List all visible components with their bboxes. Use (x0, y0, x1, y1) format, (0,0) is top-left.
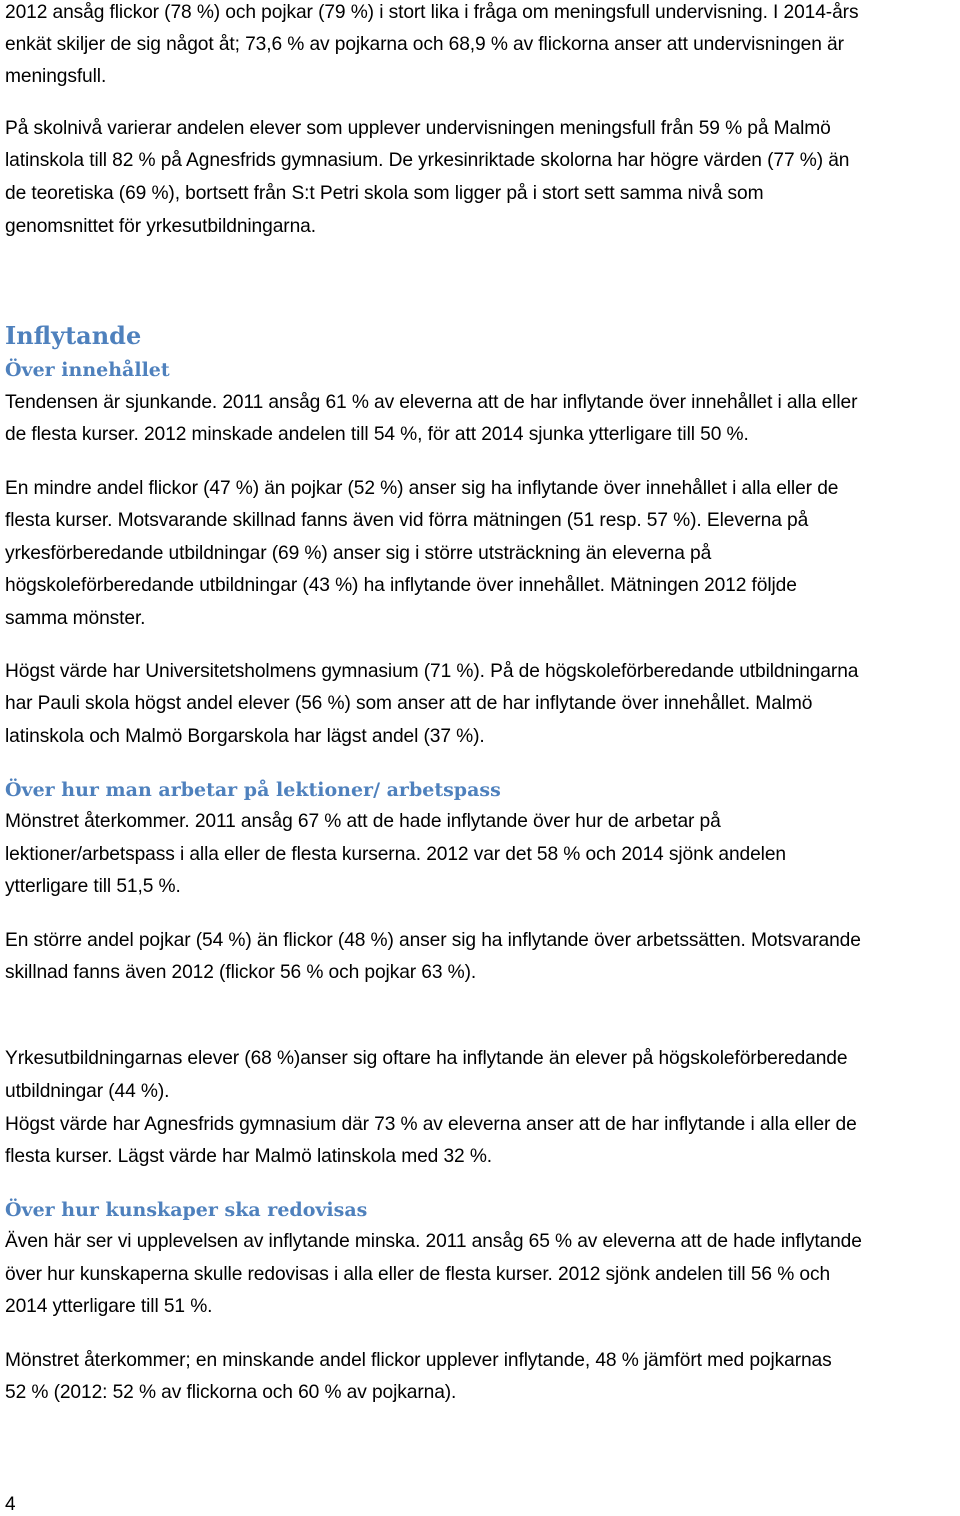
text-line: Även här ser vi upplevelsen av inflytande minska. 2011 ansåg 65 % av eleverna att de hade inflytande (5, 1231, 862, 1252)
text-line: flesta kurser. Motsvarande skillnad fanns även vid förra mätningen (51 resp. 57 %). Eleverna på (5, 510, 809, 531)
text-line: 2014 ytterligare till 51 %. (5, 1296, 213, 1317)
text-line: högskoleförberedande utbildningar (43 %) ha inflytande över innehållet. Mätningen 2012 följde (5, 575, 797, 596)
text-line: Mönstret återkommer. 2011 ansåg 67 % att de hade inflytande över hur de arbetar på (5, 811, 721, 832)
text-line: En mindre andel flickor (47 %) än pojkar (52 %) anser sig ha inflytande över innehållet i alla eller de (5, 478, 839, 499)
text-line: lektioner/arbetspass i alla eller de flesta kurserna. 2012 var det 58 % och 2014 sjönk andelen (5, 844, 786, 865)
text-line: ytterligare till 51,5 %. (5, 876, 181, 897)
text-line: utbildningar (44 %). (5, 1081, 170, 1102)
text-line: Yrkesutbildningarnas elever (68 %)anser sig oftare ha inflytande än elever på högskoleförberedande (5, 1048, 848, 1069)
text-line: Tendensen är sjunkande. 2011 ansåg 61 % av eleverna att de har inflytande över innehållet i alla eller (5, 392, 858, 413)
subheading-content: Över innehållet (5, 359, 170, 381)
text-line: meningsfull. (5, 66, 107, 87)
text-line: 2012 ansåg flickor (78 %) och pojkar (79 %) i stort lika i fråga om meningsfull undervisning. I 2014-års (5, 2, 859, 23)
text-line: En större andel pojkar (54 %) än flickor (48 %) anser sig ha inflytande över arbetssätten. Motsvarande (5, 930, 861, 951)
text-line: yrkesförberedande utbildningar (69 %) anser sig i större utsträckning än eleverna på (5, 543, 712, 564)
text-line: de flesta kurser. 2012 minskade andelen till 54 %, för att 2014 sjunka ytterligare till 50 %. (5, 424, 749, 445)
text-line: över hur kunskaperna skulle redovisas i alla eller de flesta kurser. 2012 sjönk andelen till 56 % och (5, 1264, 831, 1285)
page-number: 4 (5, 1494, 16, 1515)
text-line: samma mönster. (5, 608, 146, 629)
text-line: Högst värde har Agnesfrids gymnasium där 73 % av eleverna anser att de har inflytande i alla eller de (5, 1114, 857, 1135)
text-line: genomsnittet för yrkesutbildningarna. (5, 216, 316, 237)
text-line: På skolnivå varierar andelen elever som upplever undervisningen meningsfull från 59 % på Malmö (5, 118, 831, 139)
text-line: Högst värde har Universitetsholmens gymnasium (71 %). På de högskoleförberedande utbildningarna (5, 661, 859, 682)
text-line: flesta kurser. Lägst värde har Malmö latinskola med 32 %. (5, 1146, 493, 1167)
text-line: latinskola till 82 % på Agnesfrids gymnasium. De yrkesinriktade skolorna har högre värden (77 %) än (5, 150, 850, 171)
text-line: har Pauli skola högst andel elever (56 %) som anser att de har inflytande över innehållet. Malmö (5, 693, 813, 714)
text-line: Mönstret återkommer; en minskande andel flickor upplever inflytande, 48 % jämfört med pojkarnas (5, 1350, 832, 1371)
text-line: 52 % (2012: 52 % av flickorna och 60 % av pojkarna). (5, 1382, 457, 1403)
section-heading-inflytande: Inflytande (5, 321, 142, 350)
text-line: latinskola och Malmö Borgarskola har lägst andel (37 %). (5, 726, 485, 747)
text-line: enkät skiljer de sig något åt; 73,6 % av pojkarna och 68,9 % av flickorna anser att undervisningen är (5, 34, 844, 55)
subheading-work: Över hur man arbetar på lektioner/ arbetspass (5, 779, 501, 801)
text-line: de teoretiska (69 %), bortsett från S:t Petri skola som ligger på i stort sett samma nivå som (5, 183, 764, 204)
subheading-knowledge: Över hur kunskaper ska redovisas (5, 1199, 368, 1221)
text-line: skillnad fanns även 2012 (flickor 56 % och pojkar 63 %). (5, 962, 477, 983)
